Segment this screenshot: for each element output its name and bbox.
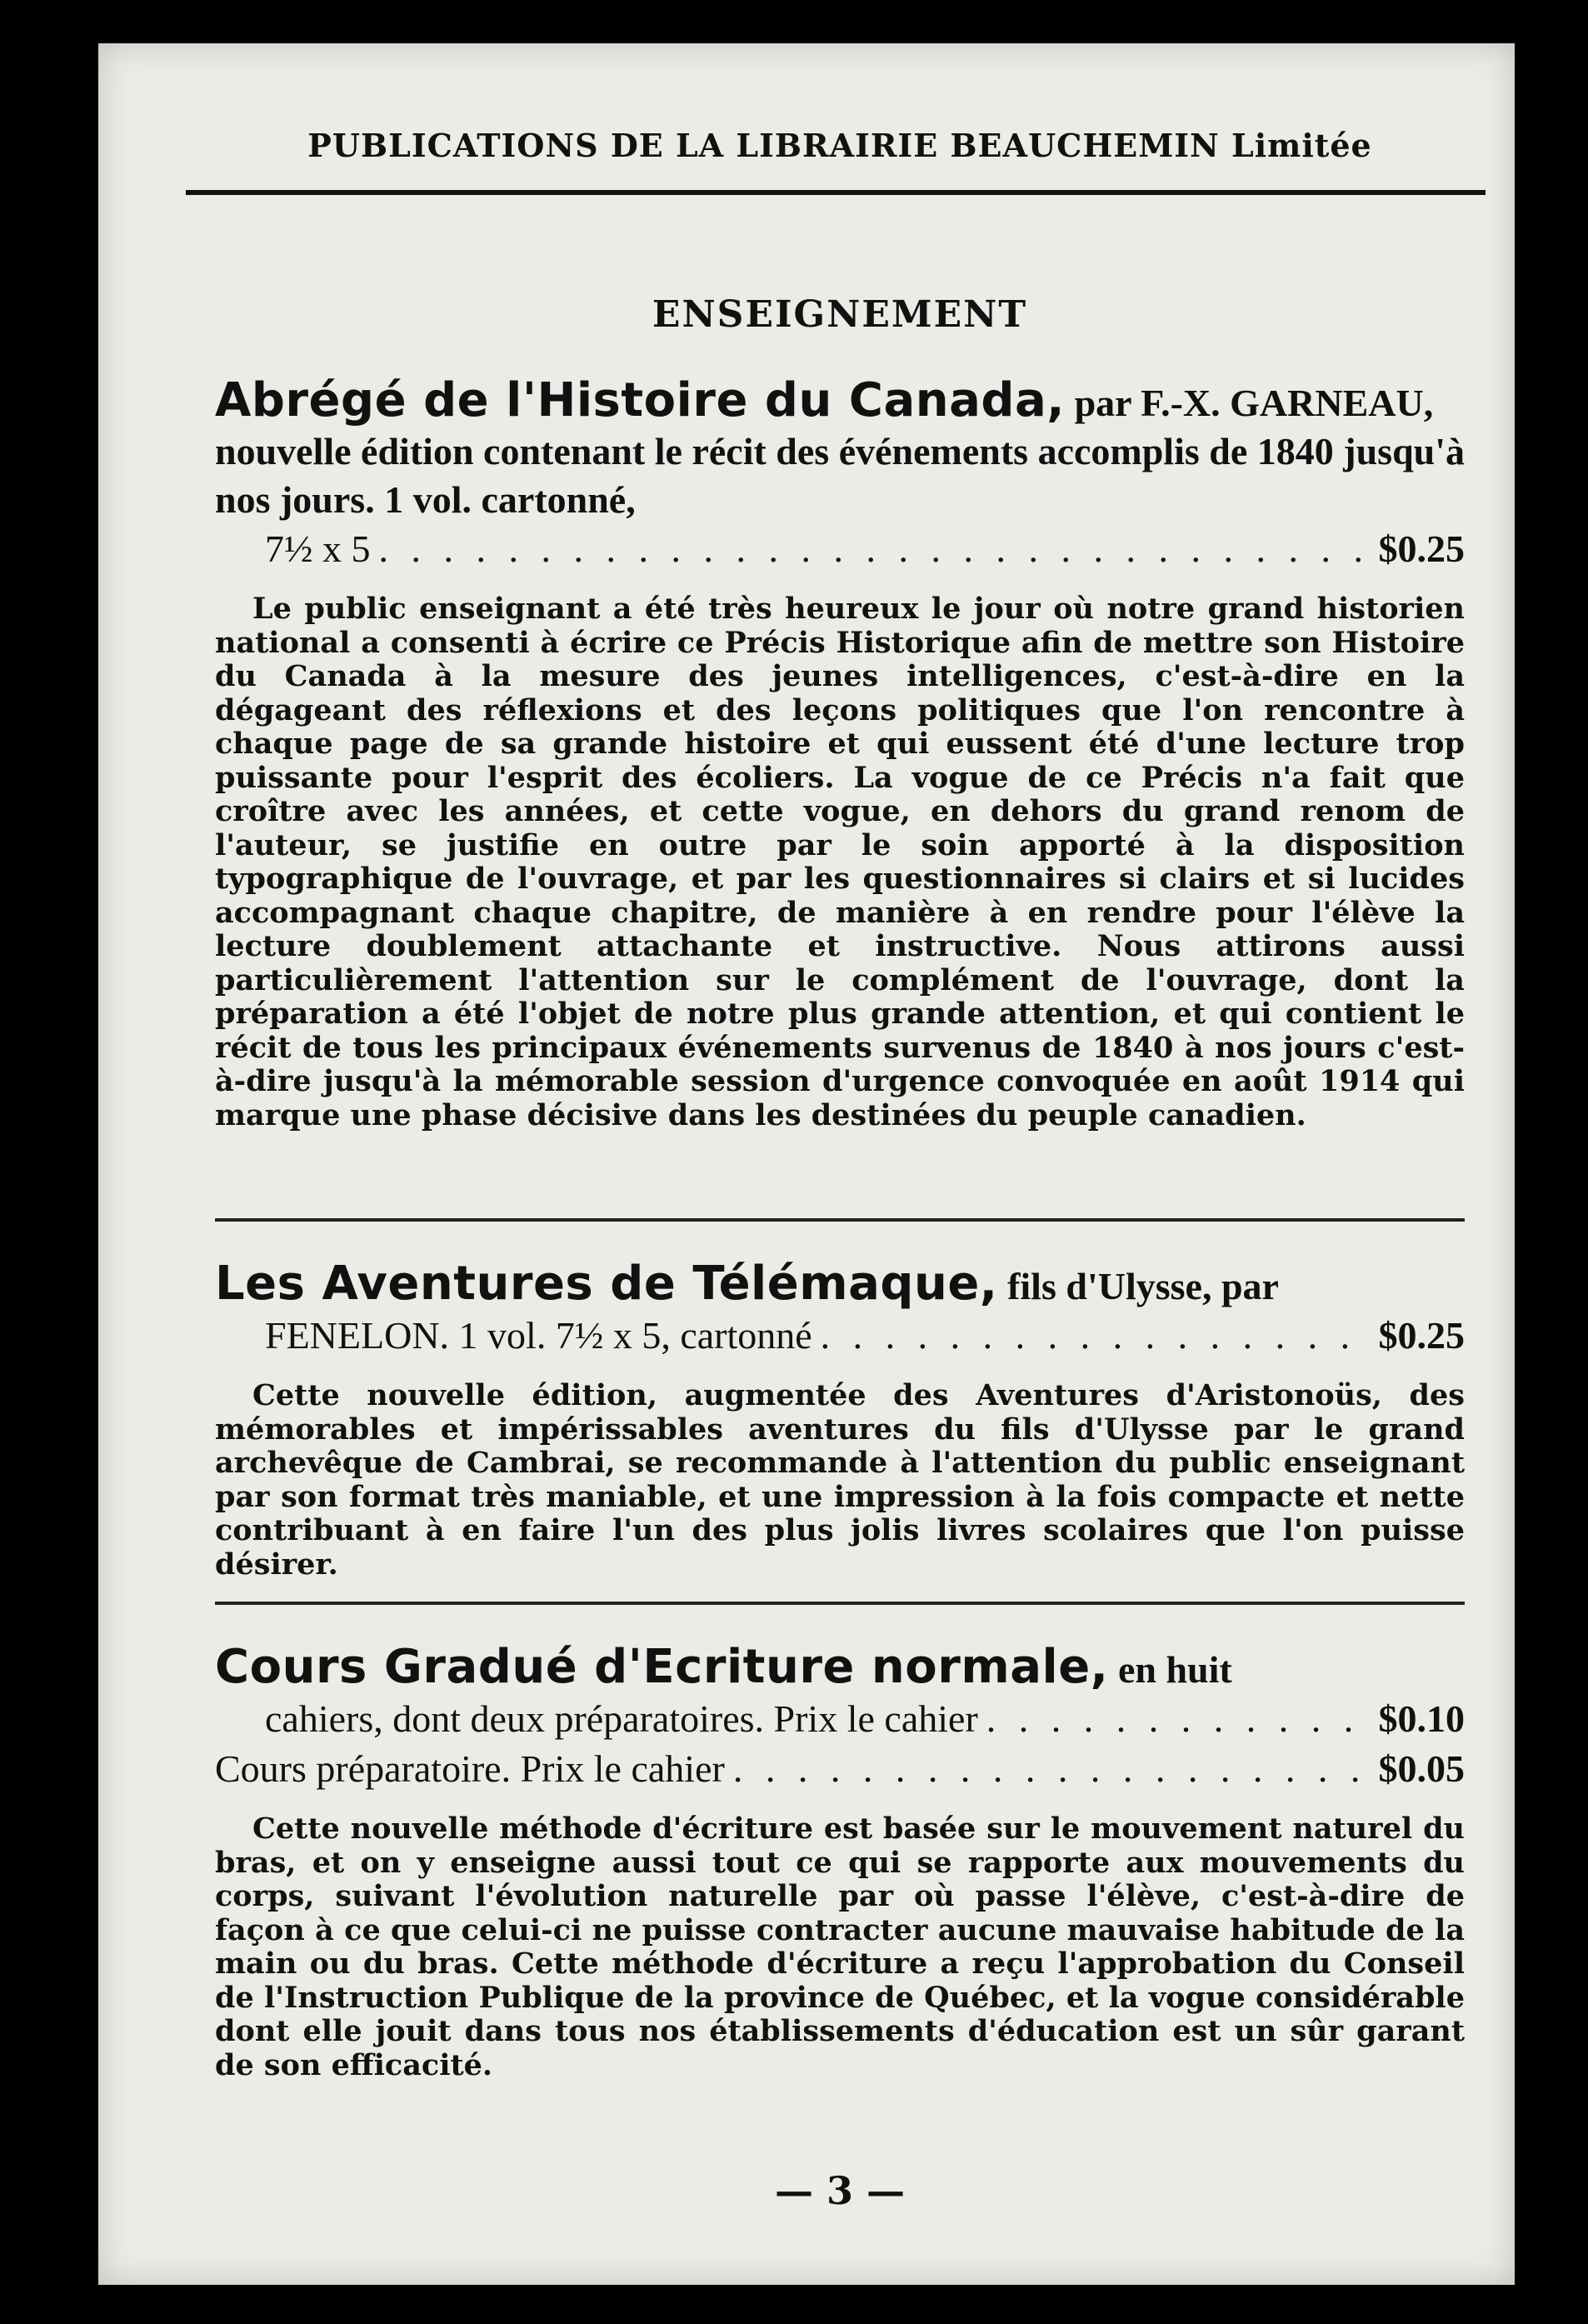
section-divider — [215, 1602, 1465, 1605]
price-label: FENELON. 1 vol. 7½ x 5, cartonné — [265, 1314, 812, 1357]
catalog-entry-telemaque — [215, 1257, 1465, 1582]
page-number: — 3 — — [774, 2168, 906, 2213]
book-description: Le public enseignant a été très heureux le jour où notre grand historien national a consenti à écrire ce Précis Historique afin de mettre son Histoire du Canada à la mesure des jeunes intelligences, c'est-à-dire en la dégageant des réflexions et des leçons politiques que l'on rencontre à chaque page de sa grande histoire et qui eussent été d'une lecture trop puissante pour l'esprit des écoliers. La vogue de ce Précis n'a fait que croître avec les années, et cette vogue, en dehors du grand renom de l'auteur, se justifie en outre par le soin apporté à la disposition typographique de l'ouvrage, et par les questionnaires si clairs et si lucides accompagnant chaque chapitre, de manière à en rendre pour l'élève la lecture doublement attachante et instructive. Nous attirons aussi particulièrement l'attention sur le complément de l'ouvrage, dont la préparation a été l'objet de notre plus grande attention, et qui contient le récit de tous les principaux événements survenus de 1840 à nos jours c'est-à-dire jusqu'à la mémorable session d'urgence convoquée en août 1914 qui marque une phase décisive dans les destinées du peuple canadien. — [215, 592, 1465, 1132]
book-byline: en huit — [1117, 1648, 1232, 1691]
book-title: Les Aventures de Télémaque, — [215, 1257, 998, 1311]
catalog-page — [98, 43, 1515, 2285]
price-label: Cours préparatoire. Prix le cahier — [215, 1747, 725, 1790]
header-rule — [186, 190, 1486, 195]
price-line — [215, 1744, 1465, 1794]
leader-dots — [986, 1694, 1371, 1744]
book-description: Cette nouvelle méthode d'écriture est basée sur le mouvement naturel du bras, et on y enseigne aussi tout ce qui se rapporte aux mouvements du corps, suivant l'évolution naturelle par où passe l'élève, c'est-à-dire de façon à ce que celui-ci ne puisse contracter aucune mauvaise habitude de la main ou du bras. Cette méthode d'écriture a reçu l'approbation du Conseil de l'Instruction Publique de la province de Québec, et la vogue considérable dont elle jouit dans tous nos établissements d'éducation est un sûr garant de son efficacité. — [215, 1812, 1465, 2082]
price-line — [215, 524, 1465, 574]
running-head: PUBLICATIONS DE LA LIBRAIRIE BEAUCHEMIN Limitée — [307, 127, 1372, 164]
section-divider — [215, 1218, 1465, 1222]
price: $0.10 — [1378, 1697, 1465, 1740]
book-description: Cette nouvelle édition, augmentée des Aventures d'Aristonoüs, des mémorables et impérissables aventures du fils d'Ulysse par le grand archevêque de Cambrai, se recommande à l'attention du public enseignant par son format très maniable, et une impression à la fois compacte et nette contribuant à en faire l'un des plus jolis livres scolaires que l'on puisse désirer. — [215, 1378, 1465, 1582]
entry-heading — [215, 373, 1466, 524]
catalog-entry-histoire — [215, 373, 1466, 1132]
book-title: Abrégé de l'Histoire du Canada, — [215, 373, 1066, 427]
leader-dots — [733, 1744, 1371, 1794]
price-label: cahiers, dont deux préparatoires. Prix le cahier — [265, 1697, 978, 1740]
price: $0.25 — [1378, 1314, 1465, 1357]
book-title: Cours Gradué d'Ecriture normale, — [215, 1640, 1109, 1694]
leader-dots — [821, 1311, 1371, 1361]
entry-heading — [215, 1640, 1465, 1694]
book-byline: par F.-X. GARNEAU, nouvelle édition contenant le récit des événements accomplis de 1840 jusqu'à nos jours. 1 vol. cartonné, — [215, 382, 1466, 521]
section-title: ENSEIGNEMENT — [652, 293, 1028, 336]
price-label: 7½ x 5 — [265, 527, 371, 570]
entry-heading — [215, 1257, 1465, 1311]
leader-dots — [379, 524, 1371, 574]
price: $0.25 — [1378, 527, 1465, 570]
price-line — [215, 1694, 1465, 1744]
catalog-entry-ecriture — [215, 1640, 1465, 2082]
price: $0.05 — [1378, 1747, 1465, 1790]
book-byline: fils d'Ulysse, par — [1007, 1265, 1279, 1307]
price-line — [215, 1311, 1465, 1361]
